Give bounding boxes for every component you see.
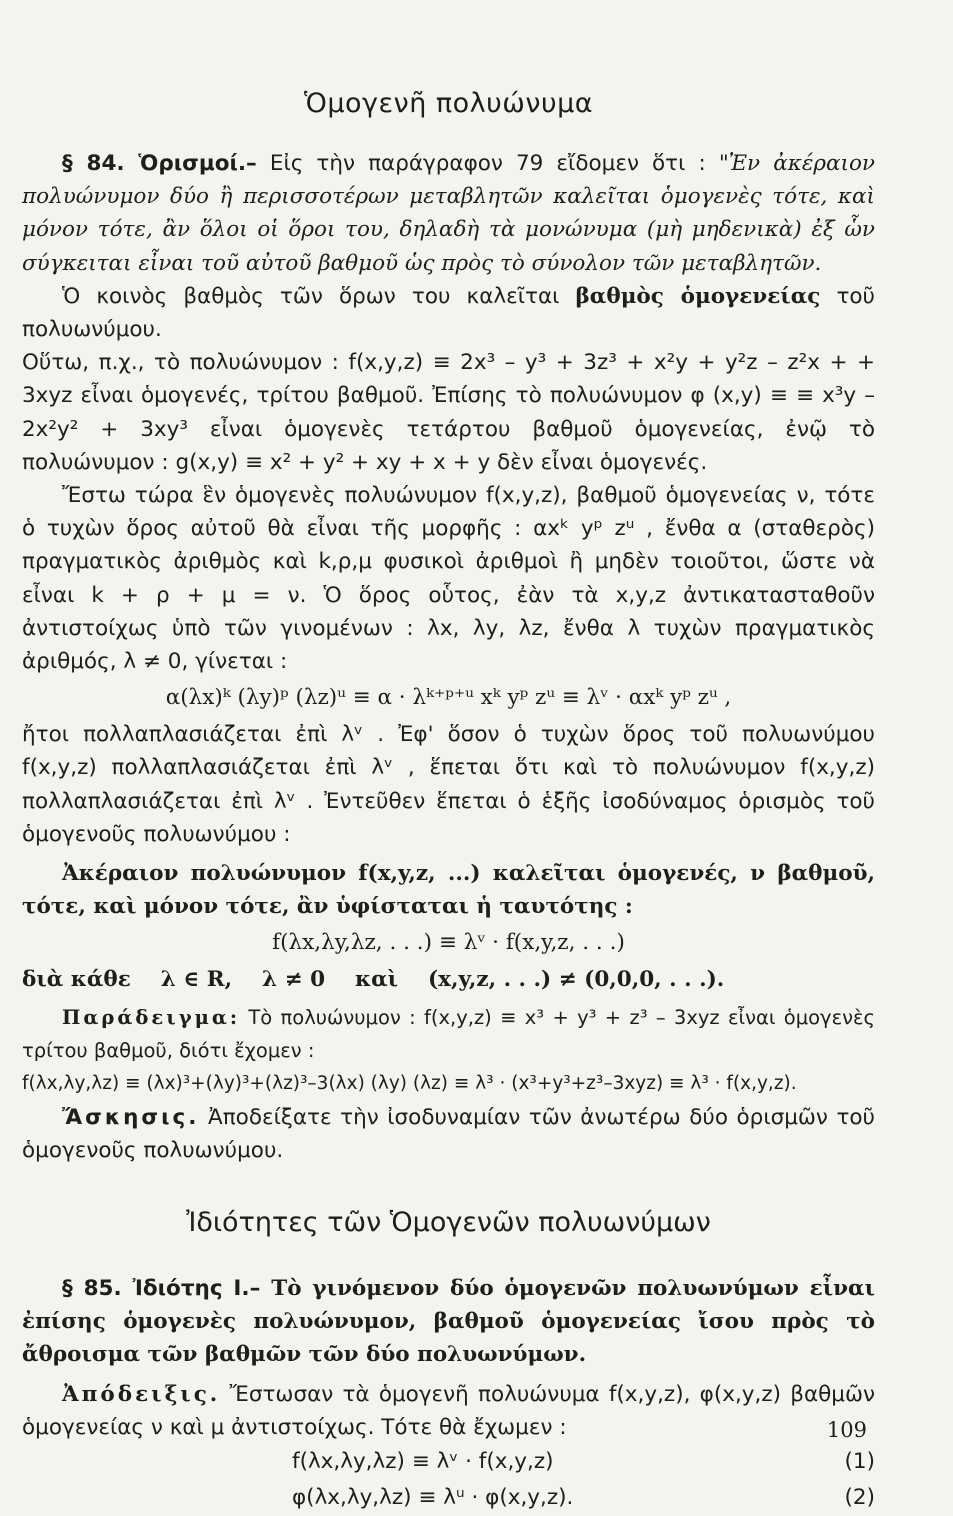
term-formula: α(λx)ᵏ (λy)ᵖ (λz)ᵘ ≡ α · λᵏ⁺ᵖ⁺ᵘ xᵏ yᵖ zᵘ ≡ λᵛ · αxᵏ yᵖ zᵘ , [165, 685, 732, 711]
s84-definition-2: Ἀκέραιον πολυώνυμον f(x,y,z, ...) καλεῖται ὁμογενές, ν βαθμοῦ, τότε, καὶ μόνον τότε, ἂν ὑφίσταται ἡ ταυτότης : [22, 861, 875, 920]
example-text: Τὸ πολυώνυμον : f(x,y,z) ≡ x³ + y³ + z³ – 3xyz εἶναι ὁμογενὲς τρίτου βαθμοῦ, διότι ἔχομεν : [22, 1005, 875, 1062]
s84-definition: "Ἐν ἀκέραιον πολυώνυμον δύο ἢ περισσοτέρων μεταβλητῶν καλεῖται ὁμογενὲς τότε, καὶ μόνον τότε, ἂν ὅλοι οἱ ὅροι του, δηλαδὴ τὰ μονώνυμα (μὴ μηδενικὰ) ἐξ ὧν σύγκειται εἶναι τοῦ αὐτοῦ βαθμοῦ ὡς πρὸς τὸ σύνολον τῶν μεταβλητῶν. [22, 151, 875, 276]
for-each-line: διὰ κάθε λ ∈ R, λ ≠ 0 καὶ (x,y,z, . . .) ≠ (0,0,0, . . .). [22, 967, 725, 993]
proof-text: Ἔστωσαν τὰ ὁμογενῆ πολυώνυμα f(x,y,z), φ(x,y,z) βαθμῶν ὁμογενείας ν καὶ μ ἀντιστοίχως. Τότε θὰ ἔχωμεν : [22, 1381, 875, 1440]
exercise-paragraph [22, 1101, 875, 1167]
page-number: 109 [826, 1418, 867, 1442]
s85-heading: § 85. Ἰδιότης I.– [62, 1276, 261, 1302]
s84-degree-bold: βαθμὸς ὁμογενείας [575, 283, 821, 309]
s84-heading: § 84. Ὁρισμοί.– [62, 151, 257, 176]
s84-degree-pre: Ὁ κοινὸς βαθμὸς τῶν ὅρων του καλεῖται [62, 283, 560, 309]
example-label: Παράδειγμα: [62, 1005, 241, 1029]
example-paragraph [22, 1001, 875, 1067]
proof-label: Ἀπόδειξις. [62, 1381, 221, 1407]
s84-multiplied-paragraph: ἤτοι πολλαπλασιάζεται ἐπὶ λᵛ . Ἐφ' ὅσον ὁ τυχὼν ὅρος τοῦ πολυωνύμου f(x,y,z) πολλαπλασιάζεται ἐπὶ λᵛ , ἕπεται ὅτι καὶ τὸ πολυώνυμον f(x,y,z) πολλαπλασιάζεται ἐπὶ λᵛ . Ἐντεῦθεν ἕπεται ὁ ἑξῆς ἰσοδύναμος ὁρισμὸς τοῦ ὁμογενοῦς πολυωνύμου : [22, 722, 875, 847]
s84-let-paragraph: Ἔστω τώρα ἓν ὁμογενὲς πολυώνυμον f(x,y,z), βαθμοῦ ὁμογενείας ν, τότε ὁ τυχὼν ὅρος αὐτοῦ θὰ εἶναι τῆς μορφῆς : αxᵏ yᵖ zᵘ , ἔνθα α (σταθερὸς) πραγματικὸς ἀριθμὸς καὶ k,ρ,μ φυσικοὶ ἀριθμοὶ ἢ μηδὲν τοιοῦτοι, ὥστε νὰ εἶναι k + ρ + μ = ν. Ὁ ὅρος οὗτος, ἐὰν τὰ x,y,z ἀντικατασταθοῦν ἀντιστοίχως ὑπὸ τῶν γινομένων : λx, λy, λz, ἔνθα λ τυχὼν πραγματικὸς ἀριθμός, λ ≠ 0, γίνεται : [22, 483, 875, 675]
page-title: Ὁμογενῆ πολυώνυμα [303, 88, 594, 119]
properties-title: Ἰδιότητες τῶν Ὁμογενῶν πολυωνύμων [186, 1207, 711, 1239]
s85-paragraph [22, 1272, 875, 1372]
s84-intro: Εἰς τὴν παράγραφον 79 εἴδομεν ὅτι : [269, 151, 706, 176]
equation-1-number: (1) [844, 1449, 875, 1475]
equation-2-expr: φ(λx,λy,λz) ≡ λᵘ · φ(x,y,z). [292, 1485, 574, 1511]
equation-1 [22, 1444, 875, 1480]
s84-degree-paragraph [22, 280, 875, 346]
s84-intro-paragraph [22, 147, 875, 280]
equation-2 [22, 1480, 875, 1516]
identity-formula: f(λx,λy,λz, . . .) ≡ λᵛ · f(x,y,z, . . .) [272, 930, 625, 956]
s84-degree-post: τοῦ πολυωνύμου. [22, 283, 875, 343]
exercise-text: Ἀποδείξατε τὴν ἰσοδυναμίαν τῶν ἀνωτέρω δύο ὁρισμῶν τοῦ ὁμογενοῦς πολυωνύμου. [22, 1104, 875, 1163]
s84-example-paragraph: Οὕτω, π.χ., τὸ πολυώνυμον : f(x,y,z) ≡ 2x³ – y³ + 3z³ + x²y + y²z – z²x + + 3xyz εἶναι ὁμογενές, τρίτου βαθμοῦ. Ἐπίσης τὸ πολυώνυμον φ (x,y) ≡ ≡ x³y – 2x²y² + 3xy³ εἶναι ὁμογενὲς τετάρτου βαθμοῦ ὁμογενείας, ἐνῷ τὸ πολυώνυμον : g(x,y) ≡ x² + y² + xy + x + y δὲν εἶναι ὁμογενές. [22, 350, 875, 475]
exercise-label: Ἄσκησις. [62, 1104, 200, 1130]
equation-1-expr: f(λx,λy,λz) ≡ λᵛ · f(x,y,z) [292, 1449, 554, 1475]
proof-paragraph [22, 1378, 875, 1444]
s85-statement: Τὸ γινόμενον δύο ὁμογενῶν πολυωνύμων εἶναι ἐπίσης ὁμογενὲς πολυώνυμον, βαθμοῦ ὁμογενείας ἴσου πρὸς τὸ ἄθροισμα τῶν βαθμῶν τῶν δύο πολυωνύμων. [22, 1276, 875, 1368]
equation-2-number: (2) [844, 1485, 875, 1511]
example-formula: f(λx,λy,λz) ≡ (λx)³+(λy)³+(λz)³–3(λx) (λy) (λz) ≡ λ³ · (x³+y³+z³–3xyz) ≡ λ³ · f(x,y,z). [22, 1072, 797, 1094]
